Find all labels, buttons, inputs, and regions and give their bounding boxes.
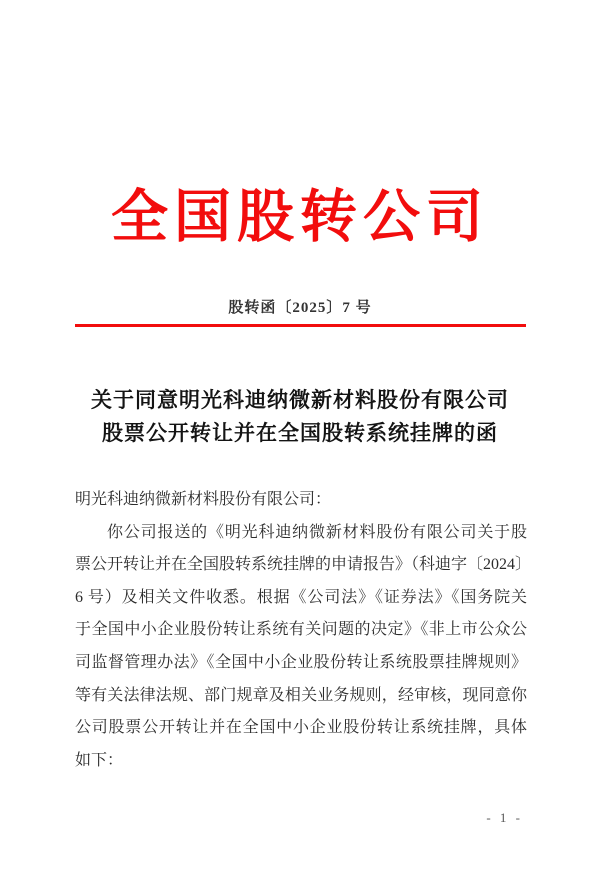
body-paragraph-line: 你公司报送的《明光科迪纳微新材料股份有限公司关于股	[107, 523, 527, 541]
document-title	[0, 384, 600, 450]
body-paragraph-line: 等有关法律法规、部门规章及相关业务规则，经审核，现同意你	[75, 686, 527, 704]
body-paragraph	[75, 517, 532, 778]
salutation-line: 明光科迪纳微新材料股份有限公司：	[75, 491, 332, 508]
body-paragraph-line: 6 号）及相关文件收悉。根据《公司法》《证券法》《国务院关	[75, 588, 527, 606]
document-number: 股转函〔2025〕7 号	[228, 300, 372, 316]
issuing-org-title: 全国股转公司	[111, 186, 489, 249]
body-paragraph-line: 司监督管理办法》《全国中小企业股份转让系统股票挂牌规则》	[75, 653, 527, 671]
page-number: - 1 -	[486, 810, 523, 825]
document-title-line2: 股票公开转让并在全国股转系统挂牌的函	[102, 421, 498, 445]
body-paragraph-line: 于全国中小企业股份转让系统有关问题的决定》《非上市公众公	[75, 621, 527, 639]
body-paragraph-line: 如下：	[75, 751, 124, 769]
document-body	[75, 484, 532, 777]
red-separator-rule	[75, 324, 526, 327]
body-paragraph-line: 公司股票公开转让并在全国中小企业股份转让系统挂牌，具体	[75, 719, 527, 737]
body-paragraph-line: 票公开转让并在全国股转系统挂牌的申请报告》（科迪字〔2024〕	[75, 556, 532, 574]
document-title-line1: 关于同意明光科迪纳微新材料股份有限公司	[91, 388, 509, 412]
